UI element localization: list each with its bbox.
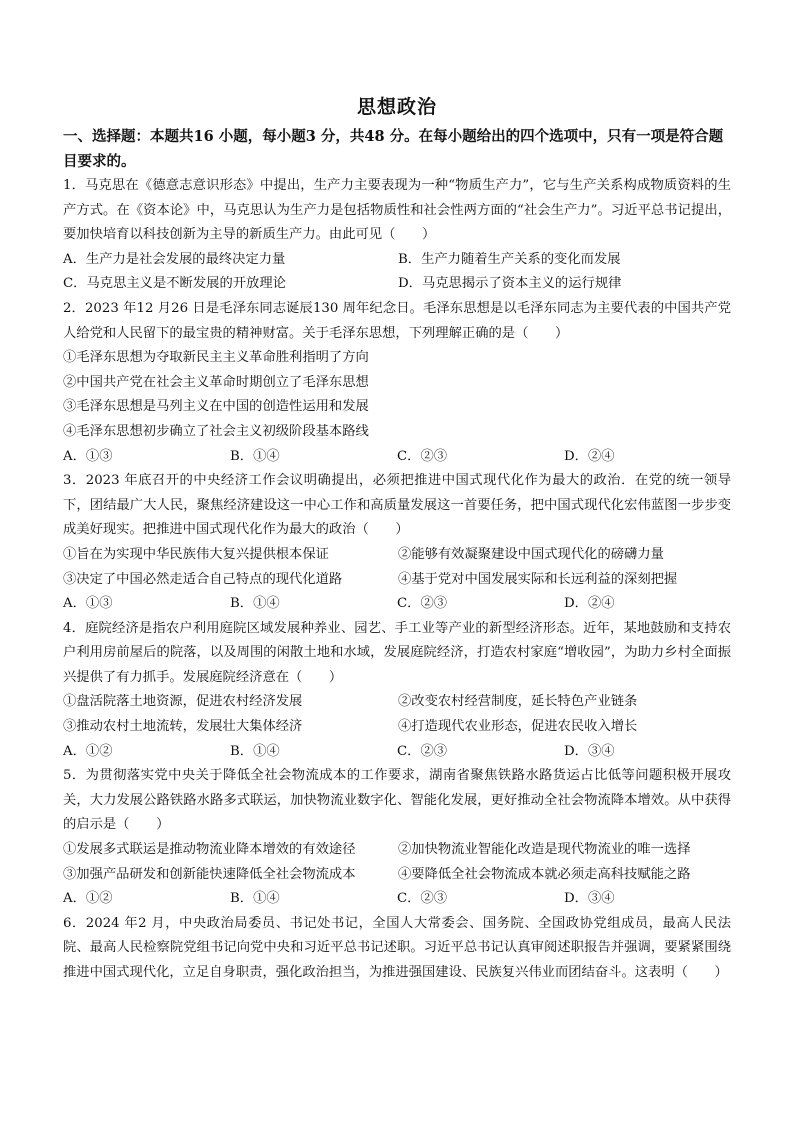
question-6 — [63, 912, 731, 986]
statement-2: ②能够有效凝聚建设中国式现代化的磅礴力量 — [398, 546, 664, 562]
statements-row — [63, 863, 731, 888]
question-stem: 3．2023 年底召开的中央经济工作会议明确提出，必须把推进中国式现代化作为最大的政治．在党的统一领导下，团结最广大人民，聚焦经济建设这一中心工作和高质量发展这一首要任务，把中国式现代化宏伟蓝图一步步变成美好现实。把推进中国式现代化作为最大的政治（ ） — [63, 473, 731, 538]
statements-row — [63, 715, 731, 740]
option-a: A．①② — [63, 743, 113, 759]
statement-1: ①毛泽东思想为夺取新民主主义革命胜利指明了方向 — [63, 350, 369, 366]
question-4 — [63, 617, 731, 765]
statement-1: ①发展多式联运是推动物流业降本增效的有效途径 — [63, 842, 356, 858]
option-b: B．①④ — [230, 743, 280, 759]
statements-row — [63, 690, 731, 715]
options-row — [63, 740, 731, 765]
statements-row — [63, 838, 731, 863]
option-c: C．马克思主义是不断发展的开放理论 — [63, 276, 286, 292]
option-d: D．②④ — [564, 596, 615, 612]
statement-4: ④基于党对中国发展实际和长远利益的深刻把握 — [398, 571, 678, 587]
option-b: B．①④ — [230, 448, 280, 464]
exam-page — [63, 92, 731, 986]
page-title: 思想政治 — [356, 96, 437, 118]
option-a: A．①③ — [63, 596, 113, 612]
statement-1: ①旨在为实现中华民族伟大复兴提供根本保证 — [63, 546, 329, 562]
statement-4: ④毛泽东思想初步确立了社会主义初级阶段基本路线 — [63, 423, 369, 439]
option-b: B．①④ — [230, 891, 280, 907]
question-stem: 4．庭院经济是指农户利用庭院区域发展种养业、园艺、手工业等产业的新型经济形态。近年，某地鼓励和支持农户利用房前屋后的院落，以及周围的闲散土地和水域，发展庭院经济，打造农村家庭“增收园”，为助力乡村全面振兴提供了有力抓手。发展庭院经济意在（ ） — [63, 620, 731, 685]
statement-3: ③推动农村土地流转，发展壮大集体经济 — [63, 719, 303, 735]
question-stem: 1．马克思在《德意志意识形态》中提出，生产力主要表现为一种“物质生产力”，它与生产关系构成物质资料的生产方式。在《资本论》中，马克思认为生产力是包括物质性和社会性两方面的“社会生产力”。习近平总书记提出，要加快培育以科技创新为主导的新质生产力。由此可见（ ） — [63, 178, 731, 243]
statement-4: ④要降低全社会物流成本就必须走高科技赋能之路 — [398, 866, 691, 882]
option-a: A．①② — [63, 891, 113, 907]
options-row — [63, 592, 731, 617]
statement-1: ①盘活院落土地资源，促进农村经济发展 — [63, 694, 303, 710]
statement-2: ②改变农村经营制度，延长特色产业链条 — [398, 694, 638, 710]
option-d: D．②④ — [564, 448, 615, 464]
statement-2: ②加快物流业智能化改造是现代物流业的唯一选择 — [398, 842, 691, 858]
statements-row — [63, 568, 731, 593]
options-row — [63, 887, 731, 912]
option-c: C．②③ — [397, 448, 448, 464]
options-row — [63, 272, 731, 297]
options-row — [63, 445, 731, 470]
option-c: C．②③ — [397, 743, 448, 759]
statement-3: ③加强产品研发和创新能快速降低全社会物流成本 — [63, 866, 356, 882]
question-1 — [63, 174, 731, 297]
question-5 — [63, 764, 731, 912]
option-c: C．②③ — [397, 596, 448, 612]
statement-3: ③决定了中国必然走适合自己特点的现代化道路 — [63, 571, 343, 587]
statements-row — [63, 543, 731, 568]
option-a: A．①③ — [63, 448, 113, 464]
option-d: D．马克思揭示了资本主义的运行规律 — [398, 276, 622, 292]
question-3 — [63, 469, 731, 617]
option-a: A．生产力是社会发展的最终决定力量 — [63, 251, 286, 267]
statement-2: ②中国共产党在社会主义革命时期创立了毛泽东思想 — [63, 374, 369, 390]
option-d: D．③④ — [564, 743, 615, 759]
question-stem: 2．2023 年12 月26 日是毛泽东同志诞辰130 周年纪念日。毛泽东思想是以毛泽东同志为主要代表的中国共产党人给党和人民留下的最宝贵的精神财富。关于毛泽东思想，下列理解正确的是（ ） — [63, 300, 731, 341]
section-header: 一、选择题：本题共16 小题，每小题3 分，共48 分。在每小题给出的四个选项中，只有一项是符合题目要求的。 — [63, 128, 724, 170]
statement-3: ③毛泽东思想是马列主义在中国的创造性运用和发展 — [63, 399, 369, 415]
option-b: B．生产力随着生产关系的变化而发展 — [398, 251, 621, 267]
option-d: D．③④ — [564, 891, 615, 907]
option-b: B．①④ — [230, 596, 280, 612]
statement-4: ④打造现代农业形态，促进农民收入增长 — [398, 719, 638, 735]
option-c: C．②③ — [397, 891, 448, 907]
question-stem: 6．2024 年2 月，中央政治局委员、书记处书记，全国人大常委会、国务院、全国政协党组成员，最高人民法院、最高人民检察院党组书记向党中央和习近平总书记述职。习近平总书记认真审阅述职报告并强调，要紧紧围绕推进中国式现代化，立足自身职责，强化政治担当，为推进强国建设、民族复兴伟业而团结奋斗。这表明（ ） — [63, 915, 731, 980]
question-stem: 5．为贯彻落实党中央关于降低全社会物流成本的工作要求，湖南省聚焦铁路水路货运占比低等问题积极开展攻关，大力发展公路铁路水路多式联运，加快物流业数字化、智能化发展，更好推动全社会物流降本增效。从中获得的启示是（ ） — [63, 768, 731, 833]
question-2 — [63, 297, 731, 469]
options-row — [63, 248, 731, 273]
